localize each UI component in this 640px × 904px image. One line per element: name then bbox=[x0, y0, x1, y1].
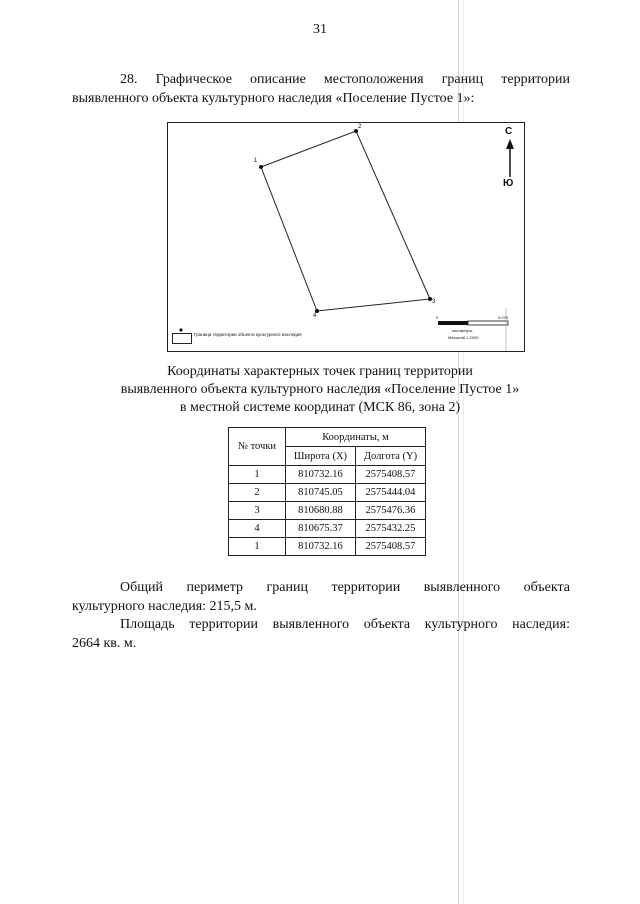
legend-swatch bbox=[172, 333, 192, 344]
coords-caption-line: в местной системе координат (МСК 86, зона 2) bbox=[179, 400, 461, 415]
perimeter-line: Общий периметр границ территории выявленного объекта bbox=[120, 580, 570, 595]
point-label: 4 bbox=[313, 313, 317, 319]
cell-point: 1 bbox=[229, 466, 286, 484]
coords-caption-line: выявленного объекта культурного наследия «Поселение Пустое 1» bbox=[120, 382, 520, 397]
map-drawing bbox=[168, 123, 524, 351]
table-row bbox=[229, 502, 426, 520]
section-heading bbox=[72, 70, 570, 108]
cell-point: 1 bbox=[229, 538, 286, 556]
scale-end: 0.075 bbox=[498, 315, 509, 320]
point-label: 1 bbox=[254, 158, 258, 164]
header-x: Широта (X) bbox=[286, 447, 356, 466]
table-row bbox=[229, 466, 426, 484]
header-coordinates: Координаты, м bbox=[286, 428, 426, 447]
scale-bar-segment bbox=[438, 321, 468, 325]
point-label: 3 bbox=[432, 299, 436, 305]
cell-y: 2575444.04 bbox=[355, 484, 425, 502]
scale-start: 0 bbox=[436, 315, 439, 320]
perimeter-paragraph bbox=[72, 578, 570, 616]
coordinates-table bbox=[228, 427, 426, 556]
cell-x: 810680.88 bbox=[286, 502, 356, 520]
compass-south-label: Ю bbox=[503, 178, 514, 189]
boundary-map bbox=[167, 122, 525, 352]
section-heading-line: выявленного объекта культурного наследия «Поселение Пустое 1»: bbox=[72, 91, 475, 106]
cell-y: 2575408.57 bbox=[355, 538, 425, 556]
boundary-point bbox=[259, 165, 263, 169]
point-label: 2 bbox=[358, 124, 362, 130]
compass-arrow-head bbox=[506, 139, 514, 149]
table-header-row bbox=[229, 428, 426, 447]
table-row bbox=[229, 538, 426, 556]
header-point: № точки bbox=[229, 428, 286, 466]
cell-x: 810732.16 bbox=[286, 466, 356, 484]
coords-caption-line: Координаты характерных точек границ территории bbox=[167, 364, 473, 379]
cell-point: 4 bbox=[229, 520, 286, 538]
compass-north-label: С bbox=[505, 126, 513, 137]
area-line: Площадь территории выявленного объекта культурного наследия: bbox=[120, 617, 570, 632]
cell-x: 810745.05 bbox=[286, 484, 356, 502]
scale-bar-segment bbox=[468, 321, 508, 325]
cell-y: 2575476.36 bbox=[355, 502, 425, 520]
perimeter-line: культурного наследия: 215,5 м. bbox=[72, 599, 257, 614]
cell-x: 810675.37 bbox=[286, 520, 356, 538]
legend-point bbox=[179, 328, 182, 331]
boundary-polygon bbox=[261, 131, 430, 311]
cell-y: 2575408.57 bbox=[355, 466, 425, 484]
table-row bbox=[229, 520, 426, 538]
cell-x: 810732.16 bbox=[286, 538, 356, 556]
scale-ratio: Масштаб 1:2000 bbox=[448, 335, 479, 340]
area-line: 2664 кв. м. bbox=[72, 636, 137, 651]
header-y: Долгота (Y) bbox=[355, 447, 425, 466]
area-paragraph bbox=[72, 615, 570, 653]
cell-y: 2575432.25 bbox=[355, 520, 425, 538]
cell-point: 3 bbox=[229, 502, 286, 520]
cell-point: 2 bbox=[229, 484, 286, 502]
page-number: 31 bbox=[313, 22, 327, 37]
table-row bbox=[229, 484, 426, 502]
section-heading-line: 28. Графическое описание местоположения границ территории bbox=[120, 72, 570, 87]
legend-text: Граница территории объекта культурного наследия bbox=[194, 332, 302, 337]
scale-units: километры bbox=[452, 328, 473, 333]
